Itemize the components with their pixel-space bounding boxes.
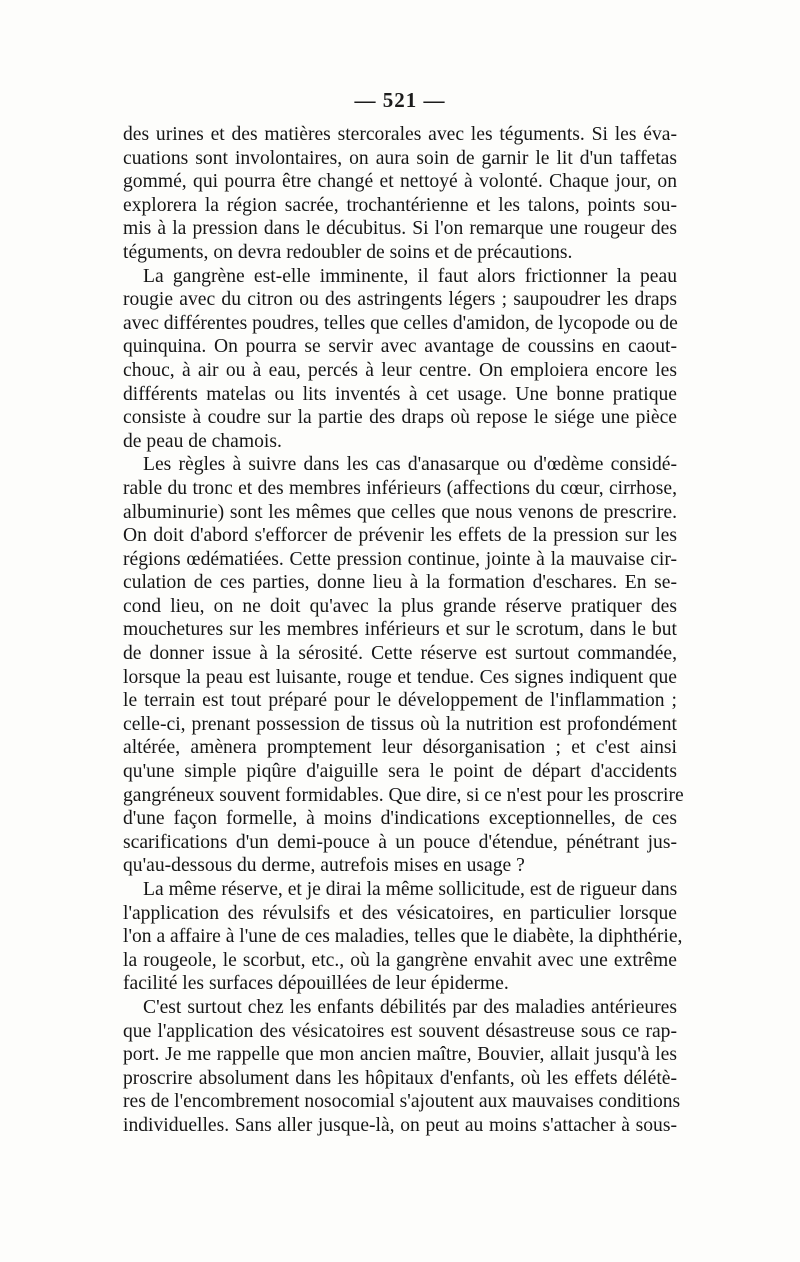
text-line: mouchetures sur les membres inférieurs et sur le scrotum, dans le but [123, 619, 677, 641]
text-line: gangréneux souvent formidables. Que dire, si ce n'est pour les proscrire [123, 784, 684, 806]
text-line: res de l'encombrement nosocomial s'ajoutent aux mauvaises conditions [123, 1091, 681, 1113]
text-line: port. Je me rappelle que mon ancien maître, Bouvier, allait jusqu'à les [123, 1044, 677, 1066]
text-line: proscrire absolument dans les hôpitaux d'enfants, où les effets délétè- [123, 1067, 677, 1089]
text-line: chouc, à air ou à eau, percés à leur centre. On emploiera encore les [123, 359, 677, 381]
body-text [123, 123, 684, 1138]
text-line: rougie avec du citron ou des astringents légers ; saupoudrer les draps [123, 289, 677, 311]
text-line: La même réserve, et je dirai la même sollicitude, est de rigueur dans [143, 879, 678, 900]
text-line: régions œdématiées. Cette pression continue, jointe à la mauvaise cir- [123, 548, 677, 570]
text-line: de peau de chamois. [123, 430, 282, 452]
text-line: la rougeole, le scorbut, etc., où la gangrène envahit avec une extrême [123, 949, 677, 971]
page-number: — 521 — [354, 88, 446, 112]
text-line: cuations sont involontaires, on aura soin de garnir le lit d'un taffetas [123, 147, 677, 169]
text-line: La gangrène est-elle imminente, il faut alors frictionner la peau [143, 265, 677, 287]
text-line: l'on a affaire à l'une de ces maladies, telles que le diabète, la diphthérie, [123, 926, 683, 948]
text-line: On doit d'abord s'efforcer de prévenir les effets de la pression sur les [123, 525, 677, 547]
text-line: téguments, on devra redoubler de soins et de précautions. [123, 241, 573, 263]
text-line: scarifications d'un demi-pouce à un pouce d'étendue, pénétrant jus- [123, 831, 677, 853]
text-line: mis à la pression dans le décubitus. Si l'on remarque une rougeur des [123, 218, 677, 240]
text-line: rable du tronc et des membres inférieurs (affections du cœur, cirrhose, [123, 477, 677, 499]
text-line: des urines et des matières stercorales avec les téguments. Si les éva- [123, 124, 677, 145]
text-line: culation de ces parties, donne lieu à la formation d'eschares. En se- [123, 572, 677, 594]
text-line: individuelles. Sans aller jusque-là, on peut au moins s'attacher à sous- [123, 1114, 677, 1136]
text-line: quinquina. On pourra se servir avec avantage de coussins en caout- [123, 336, 677, 358]
text-line: altérée, amènera promptement leur désorganisation ; et c'est ainsi [123, 737, 677, 759]
text-line: avec différentes poudres, telles que celles d'amidon, de lycopode ou de [123, 312, 678, 334]
text-line: consiste à coudre sur la partie des draps où repose le siége une pièce [123, 407, 677, 429]
text-line: d'une façon formelle, à moins d'indications exceptionnelles, de ces [123, 808, 677, 830]
paragraph [123, 453, 684, 878]
text-line: le terrain est tout préparé pour le développement de l'inflammation ; [123, 690, 677, 712]
text-line: de donner issue à la sérosité. Cette réserve est surtout commandée, [123, 643, 677, 665]
text-line: lorsque la peau est luisante, rouge et tendue. Ces signes indiquent que [123, 666, 677, 688]
text-line: que l'application des vésicatoires est souvent désastreuse sous ce rap- [123, 1020, 677, 1042]
paragraph [123, 123, 677, 265]
text-line: qu'au-dessous du derme, autrefois mises en usage ? [123, 855, 525, 877]
paragraph [123, 996, 681, 1138]
text-line: cond lieu, on ne doit qu'avec la plus grande réserve pratiquer des [123, 595, 677, 617]
text-line: albuminurie) sont les mêmes que celles que nous venons de prescrire. [123, 501, 677, 523]
text-line: explorera la région sacrée, trochantérienne et les talons, points sou- [123, 194, 677, 216]
text-line: facilité les surfaces dépouillées de leur épiderme. [123, 973, 509, 995]
text-line: l'application des révulsifs et des vésicatoires, en particulier lorsque [123, 902, 677, 924]
text-line: Les règles à suivre dans les cas d'anasarque ou d'œdème considé- [143, 454, 677, 476]
text-line: gommé, qui pourra être changé et nettoyé à volonté. Chaque jour, on [123, 171, 677, 193]
text-line: qu'une simple piqûre d'aiguille sera le point de départ d'accidents [123, 761, 677, 783]
paragraph [123, 265, 677, 454]
text-line: celle-ci, prenant possession de tissus où la nutrition est profondément [123, 713, 677, 735]
text-line: C'est surtout chez les enfants débilités par des maladies antérieures [143, 996, 677, 1018]
text-line: différents matelas ou lits inventés à cet usage. Une bonne pratique [123, 383, 677, 405]
paragraph [123, 878, 683, 996]
